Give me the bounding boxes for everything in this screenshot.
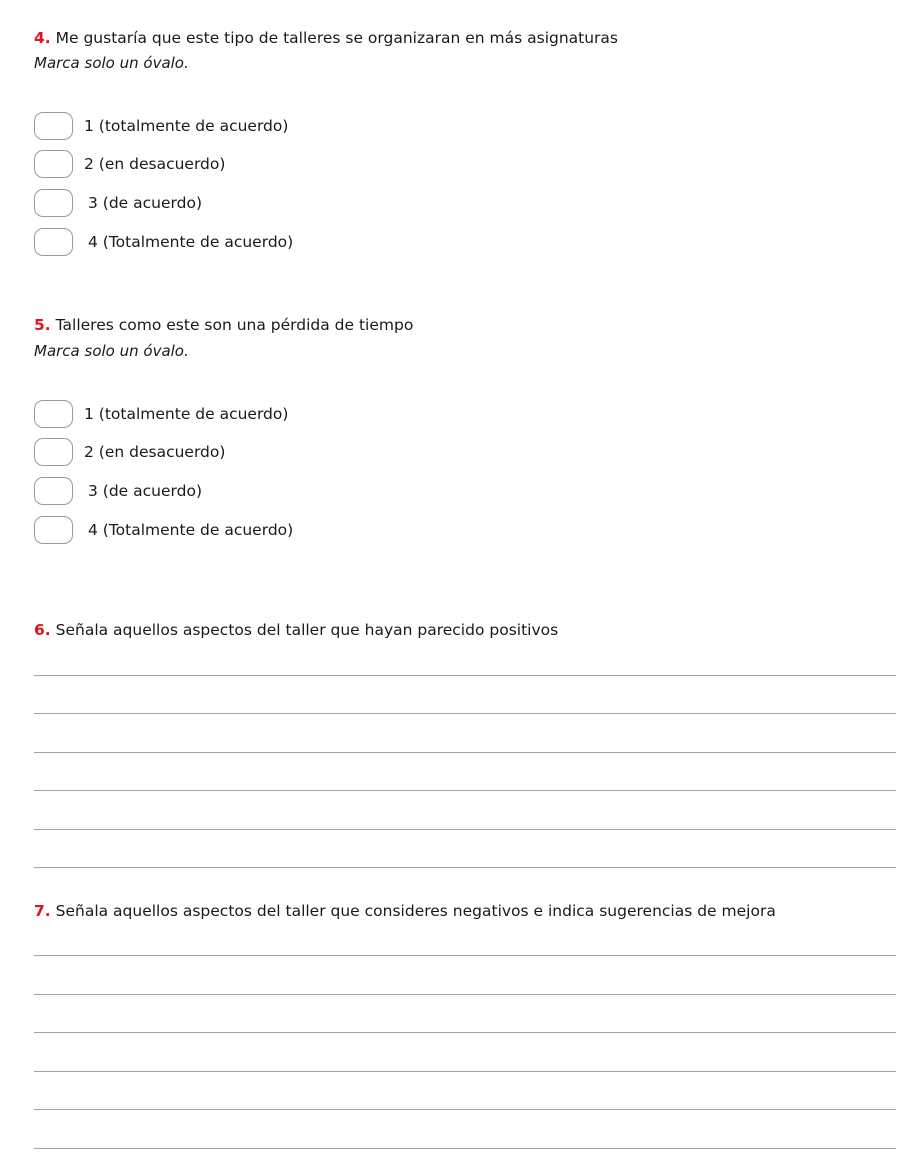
question-4-option-3[interactable] bbox=[34, 188, 202, 218]
question-5-text: Talleres como este son una pérdida de tiempo bbox=[55, 316, 414, 334]
question-7-answer-line[interactable] bbox=[34, 1148, 896, 1149]
option-label: 4 (Totalmente de acuerdo) bbox=[88, 521, 294, 539]
question-7-text: Señala aquellos aspectos del taller que consideres negativos e indica sugerencias de mejora bbox=[55, 902, 776, 920]
question-7-answer-line[interactable] bbox=[34, 1071, 896, 1072]
option-label: 3 (de acuerdo) bbox=[88, 194, 202, 212]
question-4-option-2[interactable] bbox=[34, 149, 225, 179]
question-6-answer-line[interactable] bbox=[34, 752, 896, 753]
question-5-option-1[interactable] bbox=[34, 399, 288, 429]
question-4-number: 4. bbox=[34, 29, 51, 47]
option-label: 1 (totalmente de acuerdo) bbox=[84, 405, 289, 423]
question-6-answer-line[interactable] bbox=[34, 829, 896, 830]
radio-oval[interactable] bbox=[34, 150, 73, 178]
question-7-answer-line[interactable] bbox=[34, 994, 896, 995]
radio-oval[interactable] bbox=[34, 189, 73, 217]
question-4-title bbox=[34, 29, 618, 47]
question-6-answer-line[interactable] bbox=[34, 790, 896, 791]
question-5-hint: Marca solo un óvalo. bbox=[34, 342, 189, 360]
option-label: 2 (en desacuerdo) bbox=[84, 443, 226, 461]
question-5-title bbox=[34, 316, 413, 334]
question-5-option-4[interactable] bbox=[34, 515, 293, 545]
question-6-answer-line[interactable] bbox=[34, 675, 896, 676]
question-7-answer-line[interactable] bbox=[34, 1032, 896, 1033]
question-4-hint: Marca solo un óvalo. bbox=[34, 54, 189, 72]
radio-oval[interactable] bbox=[34, 400, 73, 428]
question-6-number: 6. bbox=[34, 621, 51, 639]
question-4-option-4[interactable] bbox=[34, 227, 293, 257]
option-label: 3 (de acuerdo) bbox=[88, 482, 202, 500]
question-6-title bbox=[34, 621, 558, 639]
question-5-option-2[interactable] bbox=[34, 437, 225, 467]
question-4-text: Me gustaría que este tipo de talleres se organizaran en más asignaturas bbox=[55, 29, 619, 47]
radio-oval[interactable] bbox=[34, 112, 73, 140]
question-7-answer-line[interactable] bbox=[34, 1109, 896, 1110]
radio-oval[interactable] bbox=[34, 438, 73, 466]
option-label: 4 (Totalmente de acuerdo) bbox=[88, 233, 294, 251]
option-label: 2 (en desacuerdo) bbox=[84, 155, 226, 173]
question-7-number: 7. bbox=[34, 902, 51, 920]
question-6-answer-line[interactable] bbox=[34, 867, 896, 868]
radio-oval[interactable] bbox=[34, 228, 73, 256]
question-4-option-1[interactable] bbox=[34, 111, 288, 141]
question-5-number: 5. bbox=[34, 316, 51, 334]
question-6-answer-line[interactable] bbox=[34, 713, 896, 714]
radio-oval[interactable] bbox=[34, 477, 73, 505]
radio-oval[interactable] bbox=[34, 516, 73, 544]
question-7-answer-line[interactable] bbox=[34, 955, 896, 956]
question-7-title bbox=[34, 902, 776, 920]
question-5-option-3[interactable] bbox=[34, 476, 202, 506]
option-label: 1 (totalmente de acuerdo) bbox=[84, 117, 289, 135]
question-6-text: Señala aquellos aspectos del taller que hayan parecido positivos bbox=[55, 621, 559, 639]
